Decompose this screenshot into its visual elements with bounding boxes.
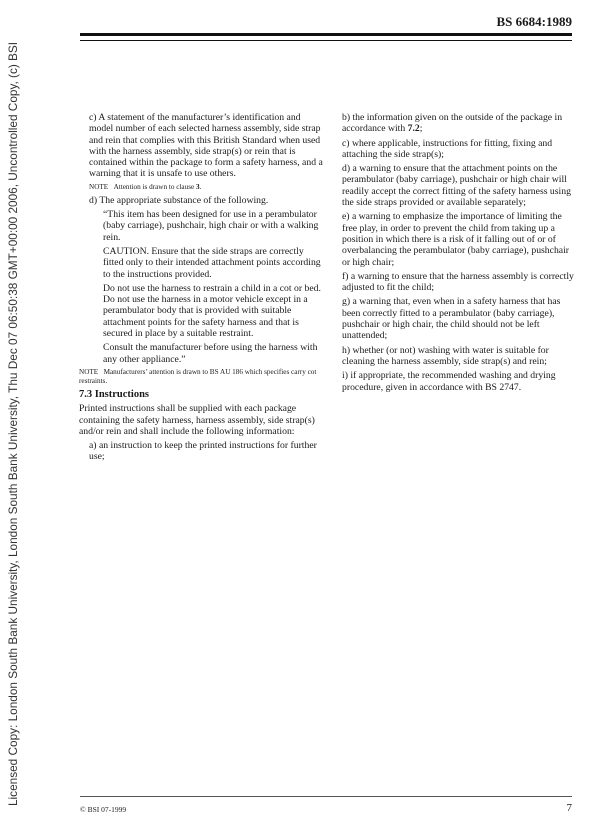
section-heading: 7.3 Instructions — [79, 388, 150, 400]
list-item-g: g) a warning that, even when in a safety harness that has been correctly fitted to a perambulator (baby carriage), pushchair or high chair, the child should not be left unattended; — [342, 296, 561, 342]
list-item-b: b) the information given on the outside of the package in accordance with 7.2; — [342, 112, 563, 135]
list-item-e: e) a warning to emphasize the importance of limiting the free play, in order to prevent the child from taking up a position in which there is a risk of it falling out of or of overbalancing the perambulator (baby carriage), pushchair or high chair; — [342, 211, 570, 268]
header-rule-thin — [80, 40, 572, 41]
list-item-i: i) if appropriate, the recommended washing and drying procedure, given in accordance with BS 2747. — [342, 370, 556, 393]
list-item-d-right: d) a warning to ensure that the attachment points on the perambulator (baby carriage), pushchair or high chair will readily accept the correct fitting of the safety harness using the side straps provided or available separately; — [342, 163, 571, 209]
document-id: BS 6684:1989 — [496, 14, 572, 29]
quote-paragraph-1: “This item has been designed for use in a perambulator (baby carriage), pushchair, high chair or with a walking rein. — [103, 209, 319, 243]
section-intro: Printed instructions shall be supplied with each package containing the safety harness, harness assembly, side strap(s) and/or rein and shall include the following information: — [79, 403, 315, 437]
left-column — [79, 112, 323, 466]
list-item-f: f) a warning to ensure that the harness assembly is correctly adjusted to fit the child; — [342, 270, 574, 294]
list-item-c-right: c) where applicable, instructions for fitting, fixing and attaching the side strap(s); — [342, 137, 553, 160]
quote-paragraph-4: Consult the manufacturer before using the harness with any other appliance.” — [103, 342, 318, 365]
quote-paragraph-caution: CAUTION. Ensure that the side straps are correctly fitted only to their intended attachment points according to the instructions provided. — [103, 245, 321, 280]
list-item-c: c) A statement of the manufacturer’s identification and model number of each selected harness assembly, side strap and rein that complies with this British Standard when used with the harness assembly, side strap(s) or rein that is contained within the package to form a safety harness, and a warning that it is unsafe to use others. — [89, 112, 323, 180]
quote-paragraph-3: Do not use the harness to restrain a child in a cot or bed. Do not use the harness in a motor vehicle except in a perambulator body that is provided with suitable attachment points for the safety harness and that is secured in place by a suitable restraint. — [103, 282, 321, 340]
license-watermark: Licensed Copy: London South Bank University, London South Bank University, Thu Dec 07 06:50:38 GMT+00:00 2006, Uncontrolled Copy, (c) BSI — [6, 41, 20, 806]
list-item-a: a) an instruction to keep the printed instructions for further use; — [89, 440, 317, 463]
right-column — [342, 112, 578, 396]
footer-rule — [80, 796, 572, 797]
note-clause-3: NOTE Attention is drawn to clause 3. — [89, 182, 202, 191]
header-rule-thick — [80, 33, 572, 36]
note-carry-cot: NOTE Manufacturers’ attention is drawn to BS AU 186 which specifies carry cot restraints. — [79, 367, 317, 385]
list-item-h: h) whether (or not) washing with water is suitable for cleaning the harness assembly, side strap(s) and rein; — [342, 344, 549, 367]
copyright-notice: © BSI 07-1999 — [80, 805, 127, 814]
list-item-d: d) The appropriate substance of the following. — [89, 194, 269, 206]
page-number: 7 — [566, 802, 572, 814]
